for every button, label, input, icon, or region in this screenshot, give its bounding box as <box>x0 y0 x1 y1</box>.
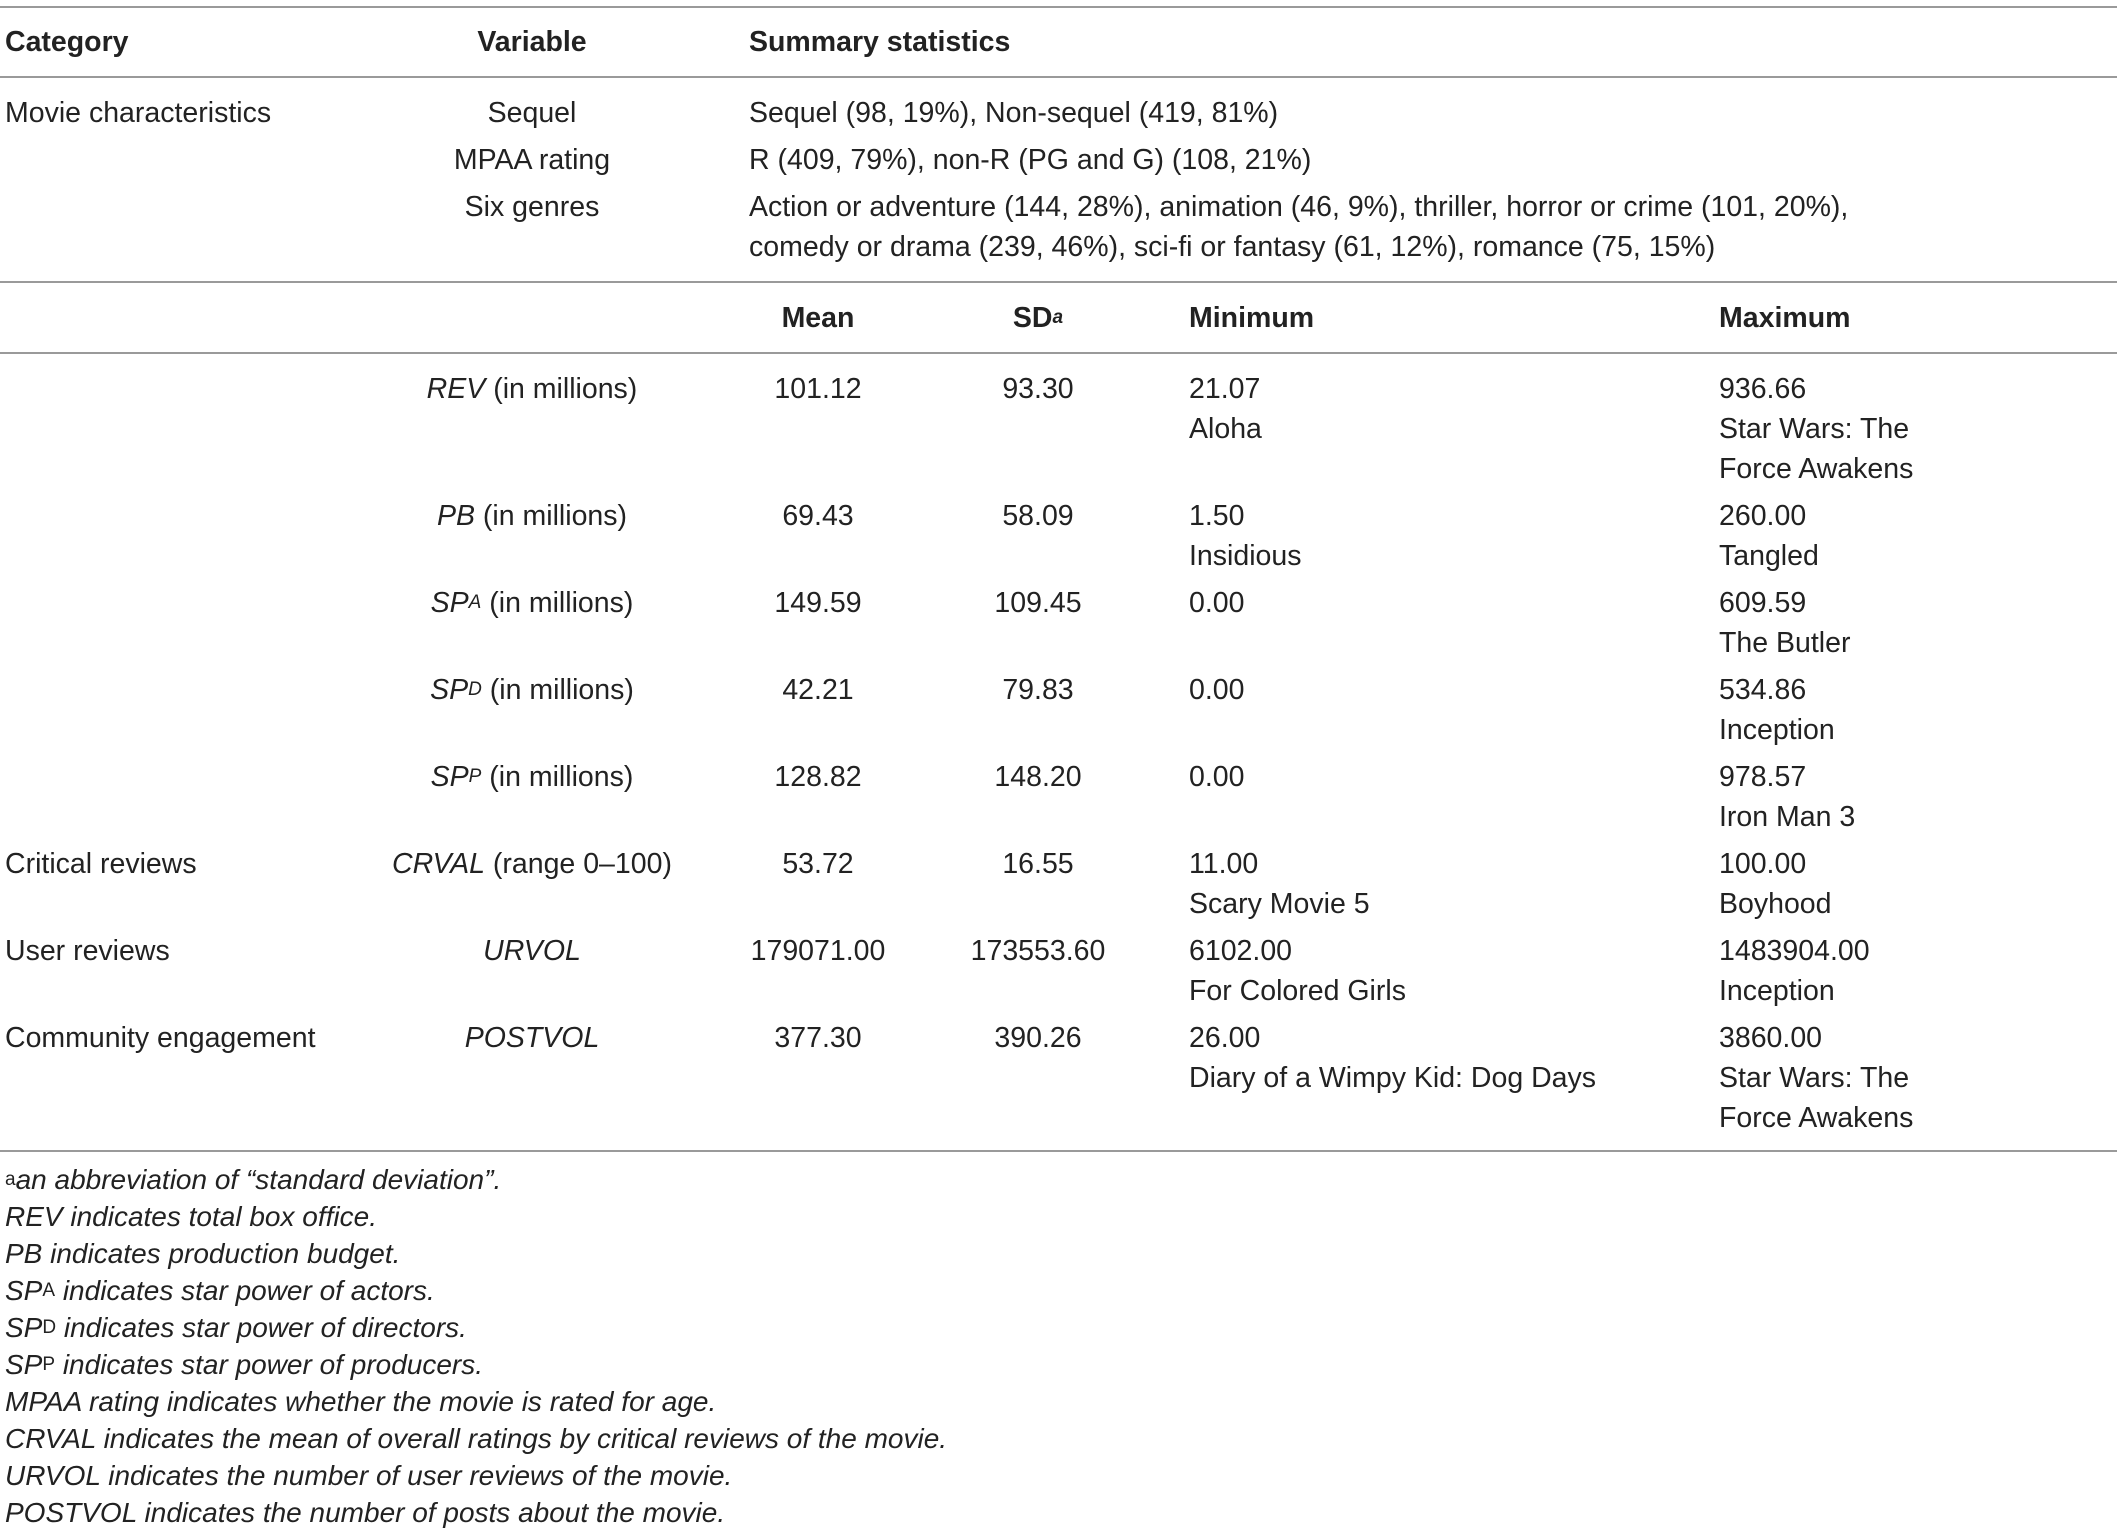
mean-value: 377.30 <box>774 1022 862 1054</box>
maximum-value: 534.86 <box>1719 674 1807 706</box>
minimum-value: 0.00 <box>1189 587 1245 619</box>
footnote-symbol: SP <box>5 1275 43 1306</box>
header-summary-statistics: Summary statistics <box>749 26 1011 58</box>
variable-sp-directors <box>382 670 682 710</box>
footnote-postvol: POSTVOL indicates the number of posts about the movie. <box>5 1497 726 1528</box>
mean-value: 42.21 <box>782 674 854 706</box>
variable-unit: (in millions) <box>481 674 634 706</box>
sd-value: 148.20 <box>994 761 1082 793</box>
maximum-movie-line1: Inception <box>1719 714 1835 746</box>
variable-symbol: CRVAL <box>392 848 485 880</box>
variable-pb <box>382 496 682 536</box>
category-movie-characteristics: Movie characteristics <box>5 97 272 129</box>
footnote-symbol: SP <box>5 1312 43 1343</box>
footnote-text: indicates star power of directors. <box>56 1312 467 1343</box>
footnote-text: indicates star power of producers. <box>55 1349 484 1380</box>
mean-value: 53.72 <box>782 848 854 880</box>
footnote-a <box>5 1161 501 1198</box>
header-sd <box>938 298 1138 338</box>
sd-value: 109.45 <box>994 587 1082 619</box>
minimum-value: 0.00 <box>1189 761 1245 793</box>
maximum-movie-line1: Inception <box>1719 975 1835 1007</box>
variable-unit: (in millions) <box>485 373 638 405</box>
variable-superscript: D <box>468 679 482 701</box>
maximum-movie-line1: Star Wars: The <box>1719 413 1910 445</box>
minimum-value: 21.07 <box>1189 373 1261 405</box>
variable-symbol: SP <box>430 587 469 619</box>
variable-rev <box>382 369 682 409</box>
maximum-movie-line1: Iron Man 3 <box>1719 801 1856 833</box>
sd-value: 93.30 <box>1002 373 1074 405</box>
minimum-value: 11.00 <box>1189 848 1259 880</box>
variable-unit: (range 0–100) <box>484 848 672 880</box>
footnote-sp-directors <box>5 1309 467 1346</box>
sd-value: 58.09 <box>1002 500 1074 532</box>
footnote-text: indicates star power of actors. <box>55 1275 435 1306</box>
minimum-movie: Insidious <box>1189 540 1302 572</box>
minimum-value: 26.00 <box>1189 1022 1261 1054</box>
footnote-pb: PB indicates production budget. <box>5 1238 401 1269</box>
variable-six-genres: Six genres <box>464 191 600 223</box>
category-critical-reviews: Critical reviews <box>5 848 197 880</box>
minimum-movie: Aloha <box>1189 413 1262 445</box>
sd-value: 390.26 <box>994 1022 1082 1054</box>
header-bottom-rule <box>0 76 2117 78</box>
header-mean: Mean <box>781 302 855 334</box>
maximum-value: 3860.00 <box>1719 1022 1823 1054</box>
table-top-rule <box>0 6 2117 8</box>
maximum-value: 978.57 <box>1719 761 1807 793</box>
maximum-value: 1483904.00 <box>1719 935 1870 967</box>
category-user-reviews: User reviews <box>5 935 170 967</box>
summary-six-genres-line1: Action or adventure (144, 28%), animation (46, 9%), thriller, horror or crime (101, 20%), <box>749 191 1849 223</box>
minimum-value: 0.00 <box>1189 674 1245 706</box>
header-sd-footnote-mark: a <box>1052 307 1064 329</box>
minimum-value: 6102.00 <box>1189 935 1293 967</box>
mean-value: 69.43 <box>782 500 854 532</box>
movie-section-bottom-rule <box>0 281 2117 283</box>
footnote-urvol: URVOL indicates the number of user reviews of the movie. <box>5 1460 733 1491</box>
maximum-value: 100.00 <box>1719 848 1807 880</box>
variable-postvol: POSTVOL <box>464 1022 600 1054</box>
footnote-sp-producers <box>5 1346 483 1383</box>
minimum-movie: Diary of a Wimpy Kid: Dog Days <box>1189 1062 1597 1094</box>
variable-sequel: Sequel <box>487 97 577 129</box>
variable-symbol: REV <box>426 373 486 405</box>
variable-mpaa-rating: MPAA rating <box>453 144 611 176</box>
summary-mpaa-rating: R (409, 79%), non-R (PG and G) (108, 21%) <box>749 144 1312 176</box>
mean-value: 128.82 <box>774 761 862 793</box>
footnote-superscript: D <box>42 1317 57 1339</box>
sd-value: 79.83 <box>1002 674 1074 706</box>
variable-unit: (in millions) <box>475 500 628 532</box>
maximum-movie-line1: The Butler <box>1719 627 1851 659</box>
footnote-mpaa: MPAA rating indicates whether the movie is rated for age. <box>5 1386 717 1417</box>
variable-urvol: URVOL <box>483 935 581 967</box>
maximum-value: 936.66 <box>1719 373 1807 405</box>
variable-symbol: SP <box>430 761 469 793</box>
variable-sp-producers <box>382 757 682 797</box>
footnote-crval: CRVAL indicates the mean of overall ratings by critical reviews of the movie. <box>5 1423 948 1454</box>
variable-unit: (in millions) <box>481 761 634 793</box>
header-variable: Variable <box>477 26 587 58</box>
footnote-a-text: an abbreviation of “standard deviation”. <box>15 1164 502 1195</box>
mean-value: 179071.00 <box>750 935 886 967</box>
maximum-movie-line2: Force Awakens <box>1719 1102 1914 1134</box>
maximum-movie-line2: Force Awakens <box>1719 453 1914 485</box>
maximum-value: 260.00 <box>1719 500 1807 532</box>
header-maximum: Maximum <box>1719 302 1851 334</box>
footnote-superscript: P <box>42 1354 56 1376</box>
variable-symbol: SP <box>430 674 469 706</box>
footnote-symbol: SP <box>5 1349 43 1380</box>
header-category: Category <box>5 26 129 58</box>
mean-value: 101.12 <box>774 373 862 405</box>
summary-sequel: Sequel (98, 19%), Non-sequel (419, 81%) <box>749 97 1279 129</box>
category-community-engagement: Community engagement <box>5 1022 316 1054</box>
minimum-value: 1.50 <box>1189 500 1245 532</box>
variable-symbol: PB <box>436 500 475 532</box>
sd-value: 173553.60 <box>970 935 1106 967</box>
variable-sp-actors <box>382 583 682 623</box>
variable-crval <box>382 844 682 884</box>
header-sd-label: SD <box>1012 302 1053 334</box>
header-minimum: Minimum <box>1189 302 1315 334</box>
footnote-sp-actors <box>5 1272 435 1309</box>
maximum-movie-line1: Star Wars: The <box>1719 1062 1910 1094</box>
mean-value: 149.59 <box>774 587 862 619</box>
footnote-a-mark: a <box>5 1169 16 1191</box>
table-bottom-rule <box>0 1150 2117 1152</box>
footnote-rev: REV indicates total box office. <box>5 1201 377 1232</box>
maximum-value: 609.59 <box>1719 587 1807 619</box>
variable-superscript: A <box>468 592 482 614</box>
variable-superscript: P <box>468 766 482 788</box>
maximum-movie-line1: Boyhood <box>1719 888 1832 920</box>
minimum-movie: Scary Movie 5 <box>1189 888 1370 920</box>
stats-header-bottom-rule <box>0 352 2117 354</box>
minimum-movie: For Colored Girls <box>1189 975 1406 1007</box>
maximum-movie-line1: Tangled <box>1719 540 1819 572</box>
footnote-superscript: A <box>42 1280 56 1302</box>
variable-unit: (in millions) <box>481 587 634 619</box>
summary-six-genres-line2: comedy or drama (239, 46%), sci-fi or fantasy (61, 12%), romance (75, 15%) <box>749 231 1716 263</box>
sd-value: 16.55 <box>1002 848 1074 880</box>
